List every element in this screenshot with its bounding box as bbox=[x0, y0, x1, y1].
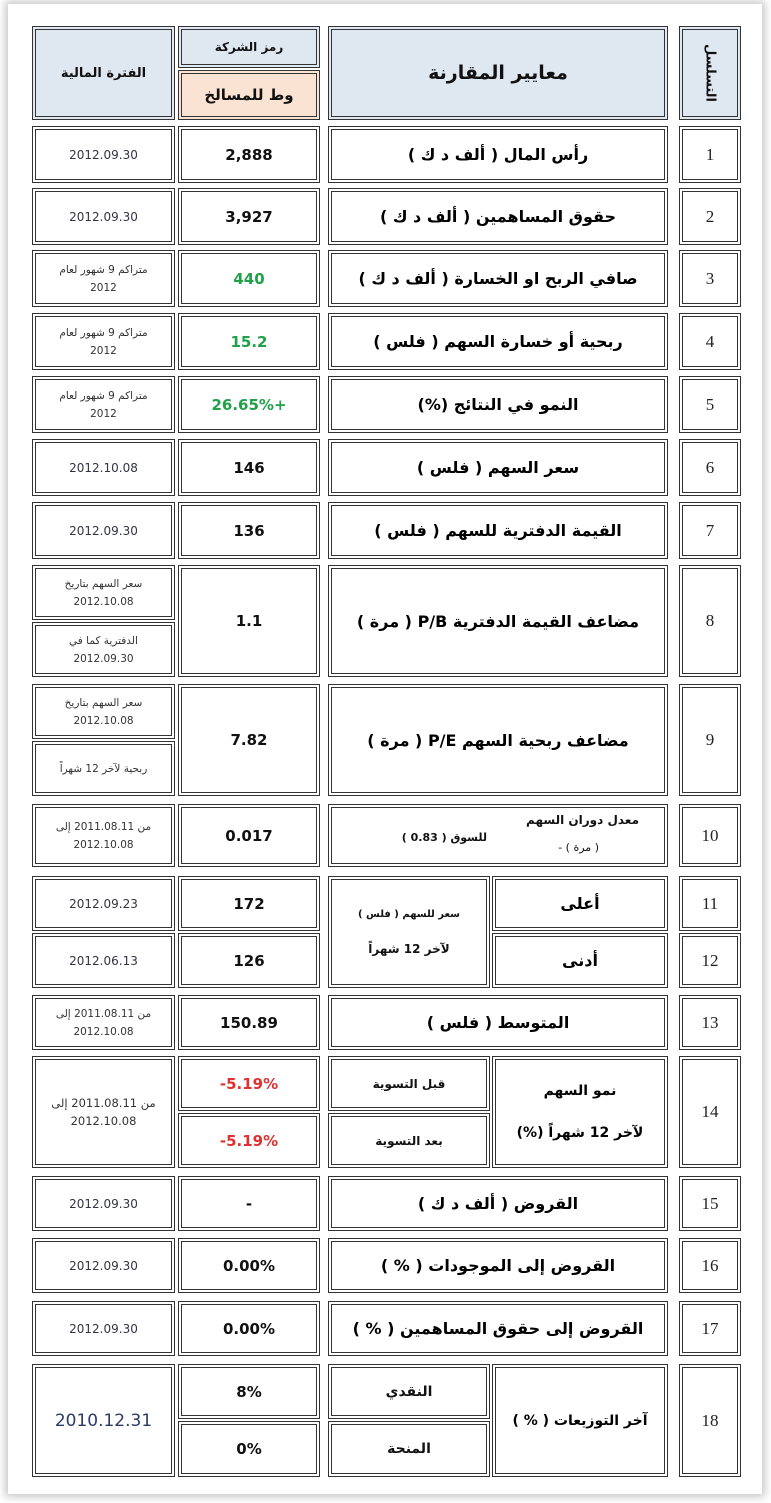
row-15-criterion bbox=[328, 1176, 668, 1231]
row-8-criterion bbox=[328, 565, 668, 677]
row-10-number bbox=[679, 804, 741, 867]
criterion-label: سعر السهم ( فلس ) bbox=[416, 458, 580, 477]
row-18-value-bonus bbox=[178, 1421, 320, 1477]
value-text: -5.19% bbox=[219, 1074, 279, 1093]
period-text: سعر السهم بتاريخ 2012.10.08 bbox=[64, 577, 143, 608]
row-number: 10 bbox=[701, 825, 719, 845]
row-18-bonus-label bbox=[328, 1421, 490, 1477]
header-serial bbox=[679, 26, 741, 120]
row-number: 11 bbox=[701, 893, 719, 913]
row-6-value bbox=[178, 439, 320, 496]
row-1-value bbox=[178, 126, 320, 183]
row-4-period bbox=[32, 313, 175, 370]
period-text: 2012.09.30 bbox=[69, 1321, 138, 1336]
company-code-label: رمز الشركة bbox=[214, 40, 284, 54]
period-text: 2012.09.30 bbox=[69, 209, 138, 224]
period-text: 2012.09.30 bbox=[69, 1258, 138, 1273]
row-3-number bbox=[679, 250, 741, 307]
period-text: 2012.10.08 bbox=[69, 460, 138, 475]
period-text: سعر السهم بتاريخ 2012.10.08 bbox=[64, 696, 143, 727]
row-4-number bbox=[679, 313, 741, 370]
row-11-label bbox=[492, 876, 668, 931]
criterion-label: القيمة الدفترية للسهم ( فلس ) bbox=[374, 521, 622, 540]
criterion-label: رأس المال ( ألف د ك ) bbox=[407, 145, 589, 164]
row-13-period bbox=[32, 995, 175, 1050]
price-group bbox=[328, 876, 490, 988]
row-number: 16 bbox=[701, 1255, 719, 1275]
value-text: 136 bbox=[233, 521, 265, 540]
value-text: 0.00% bbox=[222, 1256, 276, 1275]
row-7-period bbox=[32, 502, 175, 559]
period-text: 2012.06.13 bbox=[69, 953, 138, 968]
row-16-criterion bbox=[328, 1238, 668, 1293]
period-text: 2012.09.23 bbox=[69, 896, 138, 911]
row-18-period bbox=[32, 1364, 175, 1477]
criterion-label: نمو السهم bbox=[543, 1083, 617, 1099]
criterion-label: المتوسط ( فلس ) bbox=[426, 1013, 570, 1032]
price-group-line2: لآخر 12 شهراً bbox=[368, 941, 450, 956]
row-number: 9 bbox=[705, 730, 715, 749]
high-label: أعلى bbox=[560, 894, 600, 913]
low-label: أدنى bbox=[562, 951, 598, 970]
period-text: 2010.12.31 bbox=[54, 1410, 153, 1431]
row-2-period bbox=[32, 188, 175, 245]
row-9-criterion bbox=[328, 684, 668, 796]
row-number: 1 bbox=[705, 144, 715, 164]
row-14-after-label bbox=[328, 1113, 490, 1168]
criterion-label: القروض ( ألف د ك ) bbox=[417, 1194, 579, 1213]
row-number: 18 bbox=[701, 1410, 719, 1430]
row-18-criterion bbox=[492, 1364, 668, 1477]
row-13-value bbox=[178, 995, 320, 1050]
period-text: 2012.09.30 bbox=[69, 147, 138, 162]
header-company-code bbox=[178, 70, 320, 120]
cash-label: النقدي bbox=[385, 1383, 433, 1400]
row-15-value bbox=[178, 1176, 320, 1231]
value-text: 172 bbox=[233, 894, 265, 913]
row-13-number bbox=[679, 995, 741, 1050]
bonus-label: المنحة bbox=[387, 1441, 431, 1457]
row-12-label bbox=[492, 933, 668, 988]
row-number: 5 bbox=[705, 394, 715, 414]
row-17-number bbox=[679, 1301, 741, 1356]
row-12-period bbox=[32, 933, 175, 988]
criterion-label: آخر التوزيعات ( % ) bbox=[512, 1412, 648, 1429]
criterion-label: النمو في النتائج (%) bbox=[417, 395, 579, 414]
value-text: -5.19% bbox=[219, 1131, 279, 1150]
header-company-code-label bbox=[178, 26, 320, 68]
period-text: الدفترية كما في 2012.09.30 bbox=[69, 634, 138, 665]
row-11-value bbox=[178, 876, 320, 931]
row-16-number bbox=[679, 1238, 741, 1293]
row-number: 17 bbox=[701, 1318, 719, 1338]
row-number: 6 bbox=[705, 457, 715, 477]
value-text: 0% bbox=[236, 1440, 262, 1458]
row-4-value bbox=[178, 313, 320, 370]
period-text: متراكم 9 شهور لعام 2012 bbox=[59, 326, 148, 357]
row-9-value bbox=[178, 684, 320, 796]
value-text: 146 bbox=[233, 458, 265, 477]
row-9-number bbox=[679, 684, 741, 796]
row-18-value-cash bbox=[178, 1364, 320, 1419]
header-criteria-label: معايير المقارنة bbox=[428, 62, 568, 84]
header-period bbox=[32, 26, 175, 120]
row-number: 13 bbox=[701, 1012, 719, 1032]
row-14-criterion bbox=[492, 1056, 668, 1168]
row-3-value bbox=[178, 250, 320, 307]
value-text: - bbox=[245, 1194, 253, 1213]
row-14-value-before bbox=[178, 1056, 320, 1111]
row-18-number bbox=[679, 1364, 741, 1477]
criterion-label: مضاعف ربحية السهم P/E ( مرة ) bbox=[367, 730, 629, 750]
value-text: 8% bbox=[236, 1382, 262, 1401]
value-text: 3,927 bbox=[225, 207, 273, 226]
value-text: 1.1 bbox=[235, 612, 263, 630]
row-9-period-b bbox=[32, 741, 175, 796]
row-12-number bbox=[679, 933, 741, 988]
row-5-period bbox=[32, 376, 175, 433]
period-text: 2012.09.30 bbox=[69, 523, 138, 538]
header-criteria bbox=[328, 26, 668, 120]
period-text: من 2011.08.11 إلى 2012.10.08 bbox=[55, 1007, 152, 1038]
market-turnover-label: للسوق ( 0.83 ) bbox=[401, 831, 487, 844]
period-text: 2012.09.30 bbox=[69, 1196, 138, 1211]
row-3-period bbox=[32, 250, 175, 307]
row-number: 2 bbox=[705, 206, 715, 226]
row-7-criterion bbox=[328, 502, 668, 559]
price-group-line1: سعر للسهم ( فلس ) bbox=[358, 908, 460, 920]
row-10-period bbox=[32, 804, 175, 867]
value-text: 440 bbox=[233, 269, 265, 288]
row-5-value bbox=[178, 376, 320, 433]
row-6-number bbox=[679, 439, 741, 496]
value-text: 26.65%+ bbox=[211, 395, 287, 414]
row-11-number bbox=[679, 876, 741, 931]
period-text: من 2011.08.11 إلى 2012.10.08 bbox=[51, 1096, 156, 1128]
row-17-period bbox=[32, 1301, 175, 1356]
row-1-number bbox=[679, 126, 741, 183]
row-10-criterion bbox=[328, 804, 668, 867]
row-14-before-label bbox=[328, 1056, 490, 1111]
row-number: 4 bbox=[705, 331, 715, 351]
row-18-cash-label bbox=[328, 1364, 490, 1419]
row-number: 15 bbox=[701, 1193, 719, 1213]
criterion-label: القروض إلى حقوق المساهمين ( % ) bbox=[352, 1319, 644, 1338]
value-text: 7.82 bbox=[230, 731, 268, 749]
row-2-number bbox=[679, 188, 741, 245]
row-5-number bbox=[679, 376, 741, 433]
row-number: 7 bbox=[705, 520, 715, 540]
row-9-period-a bbox=[32, 684, 175, 739]
row-2-value bbox=[178, 188, 320, 245]
row-8-value bbox=[178, 565, 320, 677]
row-7-value bbox=[178, 502, 320, 559]
criterion-sublabel: لآخر 12 شهراً (%) bbox=[516, 1125, 644, 1141]
criterion-label: مضاعف القيمة الدفترية P/B ( مرة ) bbox=[356, 611, 640, 631]
value-text: 150.89 bbox=[220, 1013, 278, 1032]
company-code-value: وط للمسالخ bbox=[204, 86, 294, 104]
row-15-number bbox=[679, 1176, 741, 1231]
criterion-label: القروض إلى الموجودات ( % ) bbox=[380, 1256, 616, 1275]
row-17-criterion bbox=[328, 1301, 668, 1356]
criterion-label: صافي الربح او الخسارة ( ألف د ك ) bbox=[358, 269, 638, 288]
after-adjustment-label: بعد التسوية bbox=[375, 1133, 443, 1148]
row-12-value bbox=[178, 933, 320, 988]
row-2-criterion bbox=[328, 188, 668, 245]
period-text: ربحية لآخر 12 شهراً bbox=[59, 762, 148, 775]
row-16-period bbox=[32, 1238, 175, 1293]
row-number: 14 bbox=[701, 1102, 719, 1121]
row-5-criterion bbox=[328, 376, 668, 433]
row-16-value bbox=[178, 1238, 320, 1293]
row-1-period bbox=[32, 126, 175, 183]
row-7-number bbox=[679, 502, 741, 559]
row-6-criterion bbox=[328, 439, 668, 496]
row-number: 8 bbox=[705, 611, 715, 630]
row-14-value-after bbox=[178, 1113, 320, 1168]
row-11-period bbox=[32, 876, 175, 931]
row-13-criterion bbox=[328, 995, 668, 1050]
header-period-label: الفترة المالية bbox=[60, 65, 147, 81]
row-number: 12 bbox=[701, 950, 719, 970]
period-text: متراكم 9 شهور لعام 2012 bbox=[59, 263, 148, 294]
value-text: 0.017 bbox=[225, 826, 273, 845]
criterion-label: حقوق المساهمين ( ألف د ك ) bbox=[379, 207, 617, 226]
period-text: من 2011.08.11 إلى 2012.10.08 bbox=[55, 820, 152, 851]
row-3-criterion bbox=[328, 250, 668, 307]
row-8-number bbox=[679, 565, 741, 677]
row-8-period-b bbox=[32, 622, 175, 677]
criterion-label: معدل دوران السهم bbox=[526, 813, 639, 827]
row-1-criterion bbox=[328, 126, 668, 183]
row-6-period bbox=[32, 439, 175, 496]
value-text: 15.2 bbox=[230, 332, 268, 351]
row-4-criterion bbox=[328, 313, 668, 370]
header-serial-label: التسلسل bbox=[702, 43, 718, 102]
row-10-value bbox=[178, 804, 320, 867]
value-text: 126 bbox=[233, 951, 265, 970]
criterion-sublabel: ( مرة ) - bbox=[558, 841, 599, 854]
criterion-label: ربحية أو خسارة السهم ( فلس ) bbox=[373, 332, 623, 351]
value-text: 0.00% bbox=[222, 1319, 276, 1338]
row-17-value bbox=[178, 1301, 320, 1356]
row-15-period bbox=[32, 1176, 175, 1231]
row-14-period bbox=[32, 1056, 175, 1168]
row-14-number bbox=[679, 1056, 741, 1168]
value-text: 2,888 bbox=[225, 145, 273, 164]
row-8-period-a bbox=[32, 565, 175, 620]
row-number: 3 bbox=[705, 268, 715, 288]
before-adjustment-label: قبل التسوية bbox=[372, 1076, 446, 1091]
period-text: متراكم 9 شهور لعام 2012 bbox=[59, 389, 148, 420]
